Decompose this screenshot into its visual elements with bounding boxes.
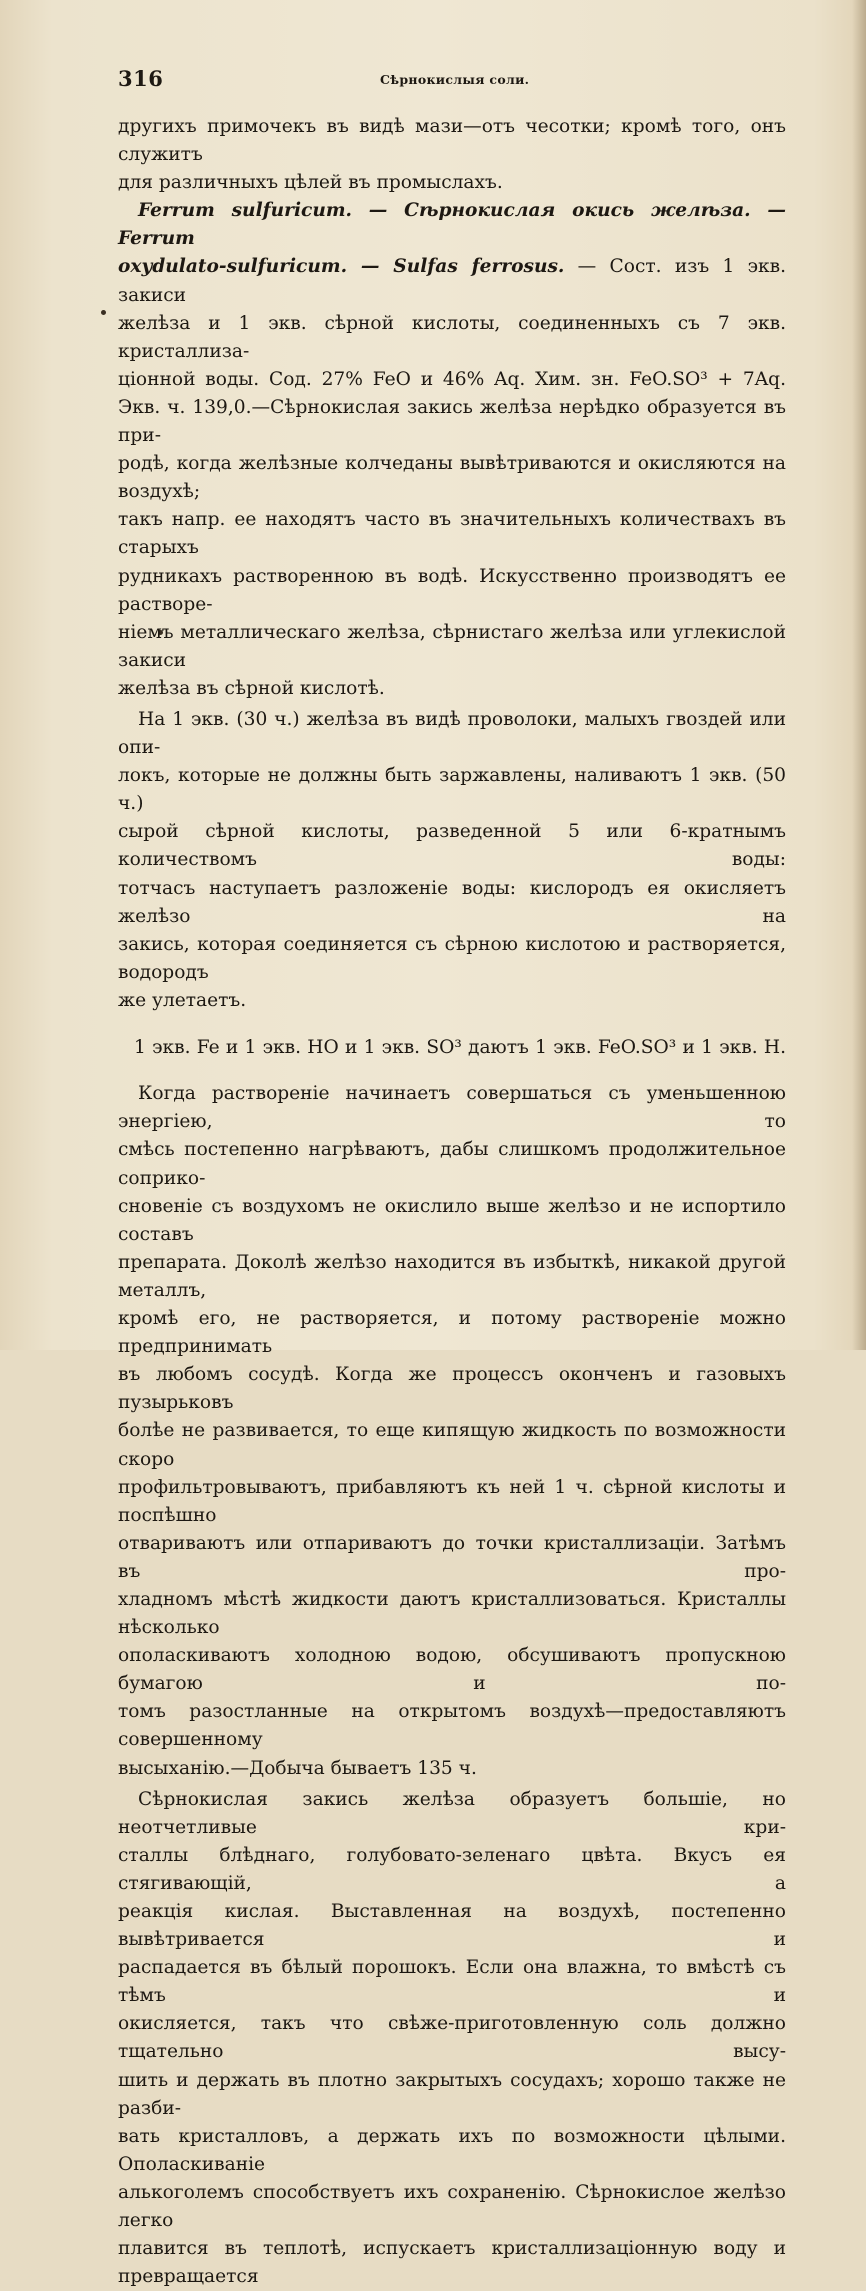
text-line: реакція кислая. Выставленная на воздухѣ, постепенно вывѣтривается и <box>118 1901 786 1951</box>
page-header <box>118 66 783 96</box>
text-line: Сѣрнокислая закись желѣза образуетъ большіе, но неотчетливые кри- <box>118 1788 786 1838</box>
text-line: препарата. Доколѣ желѣзо находится въ избыткѣ, никакой другой металлъ, <box>118 1251 786 1301</box>
text-line <box>118 253 786 309</box>
text-line: желѣза и 1 экв. сѣрной кислоты, соединенныхъ съ 7 экв. кристаллиза- <box>118 312 786 362</box>
text-line: ціонной воды. Сод. 27% FeO и 46% Aq. Хим. зн. FeO.SO³ + 7Aq. <box>118 368 786 390</box>
text-line: ополаскиваютъ холодною водою, обсушиваютъ пропускною бумагою и по- <box>118 1645 786 1695</box>
text-line: профильтровываютъ, прибавляютъ къ ней 1 ч. сѣрной кислоты и поспѣшно <box>118 1476 786 1526</box>
running-title: Сѣрнокислыя соли. <box>380 72 530 87</box>
text-line: окисляется, такъ что свѣже-приготовленную соль должно тщательно высу- <box>118 2013 786 2063</box>
text-line: родѣ, когда желѣзные колчеданы вывѣтриваются и окисляются на воздухѣ; <box>118 453 786 503</box>
text-line: же улетаетъ. <box>118 989 247 1011</box>
text-line: въ любомъ сосудѣ. Когда же процессъ оконченъ и газовыхъ пузырьковъ <box>118 1364 786 1414</box>
text-line: ніемъ металлическаго желѣза, сѣрнистаго желѣза или углекислой закиси <box>118 621 786 671</box>
paragraph <box>118 706 786 1015</box>
body-text <box>118 113 786 2291</box>
paragraph <box>118 1080 786 1782</box>
text-line: тотчасъ наступаетъ разложеніе воды: кислородъ ея окисляетъ желѣзо на <box>118 877 786 927</box>
text-line: вать кристалловъ, а держать ихъ по возможности цѣлыми. Ополаскиваніе <box>118 2125 786 2175</box>
text-line: распадается въ бѣлый порошокъ. Если она влажна, то вмѣстѣ съ тѣмъ и <box>118 1957 786 2007</box>
latin-names: oxydulato-sulfuricum. — Sulfas ferrosus. <box>118 256 565 278</box>
text-line: для различныхъ цѣлей въ промыслахъ. <box>118 172 503 194</box>
reaction-formula: 1 экв. Fe и 1 экв. HO и 1 экв. SO³ даютъ 1 экв. FeO.SO³ и 1 экв. H. <box>134 1036 786 1058</box>
composition-text: — Сост. изъ 1 экв. закиси <box>118 256 786 306</box>
text-line: локъ, которые не должны быть заржавлены, наливаютъ 1 экв. (50 ч.) <box>118 765 786 815</box>
page-number: 316 <box>118 66 164 91</box>
text-line: болѣе не развивается, то еще кипящую жидкость по возможности скоро <box>118 1420 786 1470</box>
text-line: другихъ примочекъ въ видѣ мази—отъ чесотки; кромѣ того, онъ служитъ <box>118 116 786 166</box>
text-line: Экв. ч. 139,0.—Сѣрнокислая закись желѣза нерѣдко образуется въ при- <box>118 396 786 447</box>
text-line: смѣсь постепенно нагрѣваютъ, дабы слишкомъ продолжительное соприко- <box>118 1139 786 1189</box>
page-edge-shadow <box>852 0 866 1350</box>
paragraph <box>118 197 786 703</box>
text-line: отвариваютъ или отпариваютъ до точки кристаллизаціи. Затѣмъ въ про- <box>118 1532 786 1582</box>
text-line: высыханію.—Добыча бываетъ 135 ч. <box>118 1757 477 1779</box>
text-line: томъ разостланные на открытомъ воздухѣ—предоставляютъ совершенному <box>118 1701 786 1751</box>
ink-dot <box>101 310 106 315</box>
text-line: рудникахъ растворенною въ водѣ. Искусственно производятъ ее растворе- <box>118 565 786 615</box>
text-line: такъ напр. ее находятъ часто въ значительныхъ количествахъ въ старыхъ <box>118 509 786 559</box>
text-line: Ferrum sulfuricum. — Сѣрнокислая окись желѣза. — Ferrum <box>118 200 786 250</box>
paragraph <box>118 113 786 197</box>
text-line: желѣза въ сѣрной кислотѣ. <box>118 677 385 699</box>
text-line: закись, которая соединяется съ сѣрною кислотою и растворяется, водородъ <box>118 933 786 983</box>
text-line: сырой сѣрной кислоты, разведенной 5 или 6-кратнымъ количествомъ воды: <box>118 821 786 871</box>
text-line: кромѣ его, не растворяется, и потому раствореніе можно предпринимать <box>118 1308 786 1358</box>
text-line: сталлы блѣднаго, голубовато-зеленаго цвѣта. Вкусъ ея стягивающій, а <box>118 1844 786 1894</box>
paragraph <box>118 1786 786 2291</box>
text-line: алькоголемъ способствуетъ ихъ сохраненію. Сѣрнокислое желѣзо легко <box>118 2181 786 2232</box>
text-line: На 1 экв. (30 ч.) желѣза въ видѣ проволоки, малыхъ гвоздей или опи- <box>118 708 786 759</box>
text-line: плавится въ теплотѣ, испускаетъ кристаллизаціонную воду и превращается <box>118 2238 786 2288</box>
text-line: хладномъ мѣстѣ жидкости даютъ кристаллизоваться. Кристаллы нѣсколько <box>118 1588 786 1639</box>
text-line: шить и держать въ плотно закрытыхъ сосудахъ; хорошо также не разби- <box>118 2069 786 2119</box>
text-line: сновеніе съ воздухомъ не окислило выше желѣзо и не испортило составъ <box>118 1195 786 1245</box>
text-line: Когда раствореніе начинаетъ совершаться съ уменьшенною энергіею, то <box>118 1083 786 1133</box>
